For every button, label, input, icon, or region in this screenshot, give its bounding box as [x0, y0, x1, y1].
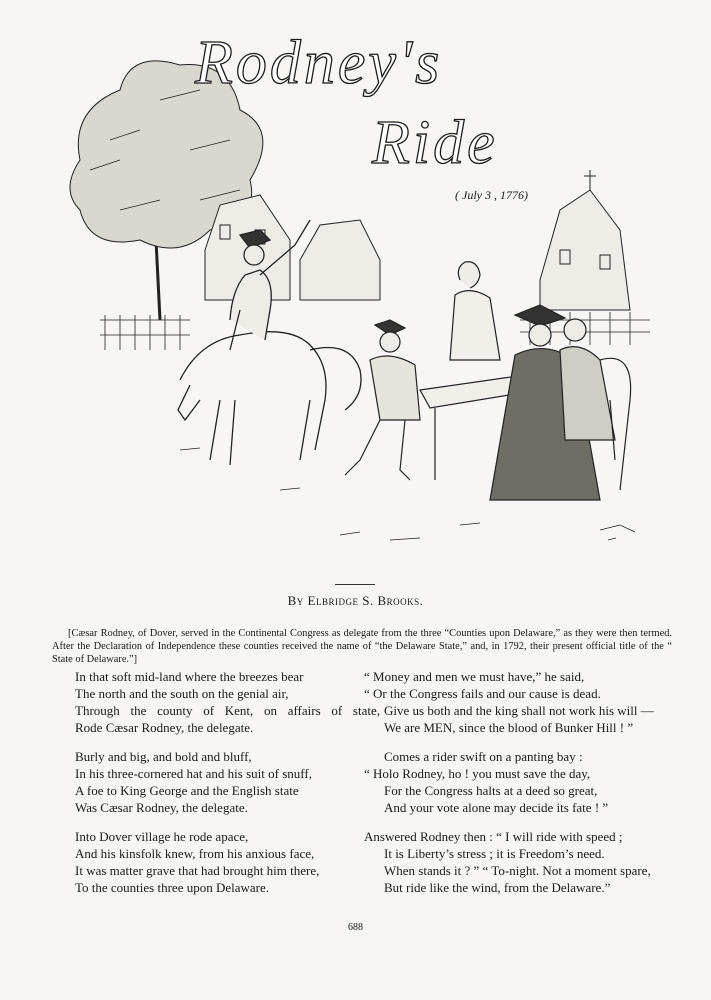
poem-line: Comes a rider swift on a panting bay : [384, 749, 583, 764]
poem-line: A foe to King George and the English state [75, 783, 299, 798]
byline: By Elbridge S. Brooks. [287, 593, 424, 608]
poem-line: For the Congress halts at a deed so great, [384, 783, 598, 798]
stanza-1 [75, 668, 380, 736]
poem-line: Answered Rodney then : “ I will ride with speed ; [364, 829, 623, 844]
poem-line: And your vote alone may decide its fate ! ” [384, 800, 609, 815]
poem-line: Was Cæsar Rodney, the delegate. [75, 800, 248, 815]
poem-line: To the counties three upon Delaware. [75, 880, 270, 895]
poem-line: Through the county of Kent, on affairs of state, [75, 703, 380, 718]
poem-line: Rode Cæsar Rodney, the delegate. [75, 720, 254, 735]
date-note: ( July 3 , 1776) [455, 188, 528, 202]
poem-line: We are MEN, since the blood of Bunker Hill ! ” [384, 720, 634, 735]
poem-line: Burly and big, and bold and bluff, [75, 749, 252, 764]
poem-line: In his three-cornered hat and his suit of snuff, [75, 766, 312, 781]
poem-right-column [364, 668, 669, 908]
title-line-1: Rodney's [195, 29, 443, 97]
poem-line: Into Dover village he rode apace, [75, 829, 249, 844]
poem-line: In that soft mid-land where the breezes bear [75, 669, 304, 684]
poem-line: But ride like the wind, from the Delaware.” [384, 880, 611, 895]
poem-line: When stands it ? ” “ To-night. Not a moment spare, [384, 863, 651, 878]
poem-line: It was matter grave that had brought him there, [75, 863, 320, 878]
stanza-6 [364, 828, 669, 896]
title-line-2: Ride [372, 109, 498, 177]
stanza-3 [75, 828, 380, 896]
poem-line: “ Money and men we must have,” he said, [364, 669, 585, 684]
poem-line: The north and the south on the genial air, [75, 686, 289, 701]
poem-line: And his kinsfolk knew, from his anxious face, [75, 846, 315, 861]
poem-left-column [75, 668, 380, 908]
divider-rule [335, 584, 375, 585]
stanza-4 [364, 668, 669, 736]
stanza-5 [364, 748, 669, 816]
poem-line: Give us both and the king shall not work his will — [384, 703, 654, 718]
page-number: 688 [348, 922, 363, 933]
poem-line: “ Holo Rodney, ho ! you must save the day, [364, 766, 591, 781]
rodneys-ride-illustration [60, 20, 660, 580]
poem-line: “ Or the Congress fails and our cause is dead. [364, 686, 601, 701]
poem-line: It is Liberty’s stress ; it is Freedom’s need. [384, 846, 605, 861]
stanza-2 [75, 748, 380, 816]
headnote: [Cæsar Rodney, of Dover, served in the Continental Congress as delegate from the three “Counties upon Delaware,” as they were then termed. After the Declaration of Independence these counties received the name of “the Delaware State,” and, in 1792, their present official title of the “ State of Delaware.”] [52, 628, 672, 665]
